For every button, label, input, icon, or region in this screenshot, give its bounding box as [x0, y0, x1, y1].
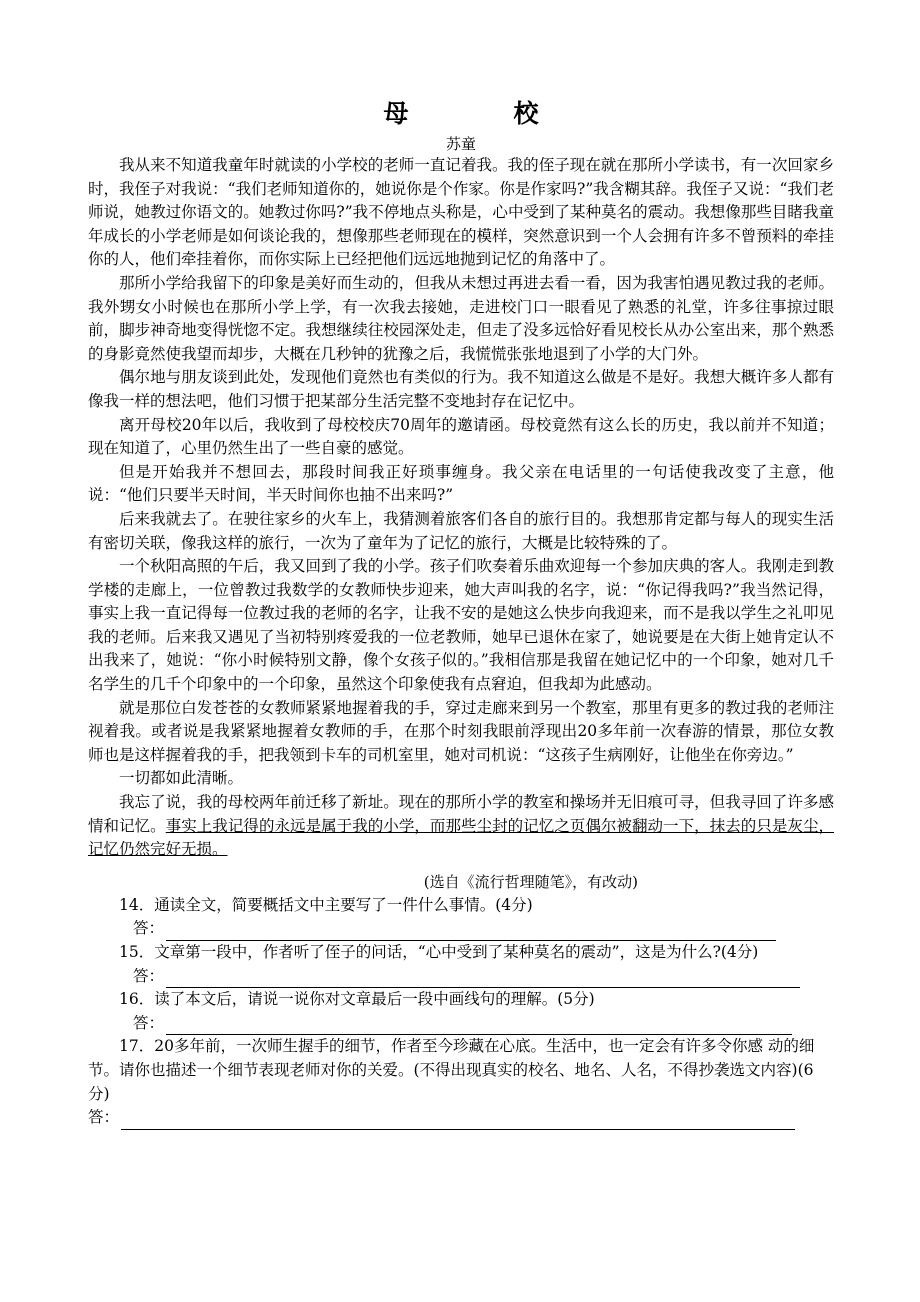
paragraph: 那所小学给我留下的印象是美好而生动的，但我从未想过再进去看一看，因为我害怕遇见教过我的老师。我外甥女小时候也在那所小学上学，有一次我去接她，走进校门口一眼看见了熟悉的礼堂，许多往事掠过眼前，脚步神奇地变得恍惚不定。我想继续往校园深处走，但走了没多远恰好看见校长从办公室出来，那个熟悉的身影竟然使我望而却步，大概在几秒钟的犹豫之后，我慌慌张张地退到了小学的大门外。 — [88, 273, 834, 363]
answer-15 — [88, 965, 834, 989]
paragraph: 离开母校20年以后，我收到了母校校庆70周年的邀请函。母校竟然有这么长的历史，我以前并不知道；现在知道了，心里仍然生出了一些自豪的感觉。 — [88, 415, 834, 458]
article-author: 苏童 — [445, 135, 476, 153]
questions-section — [88, 894, 834, 1130]
article-body — [88, 154, 834, 862]
answer-line-17[interactable] — [121, 1113, 795, 1130]
answer-label: 答： — [133, 966, 165, 985]
answer-14 — [88, 917, 834, 941]
answer-label: 答： — [133, 1013, 165, 1032]
answer-17 — [88, 1106, 834, 1130]
question-14: 14．通读全文，简要概括文中主要写了一件什么事情。(4分) — [119, 895, 533, 914]
question-16: 16．读了本文后，请说一说你对文章最后一段中画线句的理解。(5分) — [119, 990, 595, 1009]
source-note: (选自《流行哲理随笔》，有改动) — [423, 872, 638, 891]
question-15: 15．文章第一段中，作者听了侄子的问话，“心中受到了某种莫名的震动”，这是为什么?(4分) — [119, 943, 759, 961]
paragraph: 就是那位白发苍苍的女教师紧紧地握着我的手，穿过走廊来到另一个教室，那里有更多的教过我的老师注视着我。或者说是我紧紧地握着女教师的手，在那个时刻我眼前浮现出20多年前一次春游的情景，那位女教师也是这样握着我的手，把我领到卡车的司机室里，她对司机说：“这孩子生病刚好，让他坐在你旁边。” — [88, 698, 834, 764]
underlined-sentence: 事实上我记得的永远是属于我的小学，而那些尘封的记忆之页偶尔被翻动一下，抹去的只是灰尘，记忆仍然完好无损。 — [88, 816, 834, 859]
paragraph: 我从来不知道我童年时就读的小学校的老师一直记着我。我的侄子现在就在那所小学读书，有一次回家乡时，我侄子对我说：“我们老师知道你的，她说你是个作家。你是作家吗?”我含糊其辞。我侄子又说：“我们老师说，她教过你语文的。她教过你吗?”我不停地点头称是，心中受到了某种莫名的震动。我想像那些目睹我童年成长的小学老师是如何谈论我的，想像那些老师现在的模样，突然意识到一个人会拥有许多不曾预料的牵挂你的人，他们牵挂着你，而你实际上已经把他们远远地抛到记忆的角落中了。 — [88, 156, 834, 269]
document-page — [88, 96, 834, 1130]
answer-16 — [88, 1012, 834, 1036]
paragraph: 但是开始我并不想回去，那段时间我正好琐事缠身。我父亲在电话里的一句话使我改变了主意，他说：“他们只要半天时间，半天时间你也抽不出来吗?” — [88, 462, 834, 505]
paragraph: 一切都如此清晰。 — [119, 769, 244, 788]
paragraph: 后来我就去了。在驶往家乡的火车上，我猜测着旅客们各自的旅行目的。我想那肯定都与每人的现实生活有密切关联，像我这样的旅行，一次为了童年为了记忆的旅行，大概是比较特殊的了。 — [88, 509, 834, 552]
article-title: 母 校 — [383, 99, 579, 128]
question-17: 17．20多年前，一次师生握手的细节，作者至今珍藏在心底。生活中，也一定会有许多令你感 动的细节。请你也描述一个细节表现老师对你的关爱。(不得出现真实的校名、地名、人名，不得抄袭选文内容)(6分) — [88, 1037, 815, 1103]
last-paragraph-text: 我忘了说，我的母校两年前迁移了新址。现在的那所小学的教室和操场并无旧痕可寻，但我寻回了许多感情和记忆。 — [88, 793, 834, 835]
paragraph: 偶尔地与朋友谈到此处，发现他们竟然也有类似的行为。我不知道这么做是不是好。我想大概许多人都有像我一样的想法吧，他们习惯于把某部分生活完整不变地封存在记忆中。 — [88, 368, 834, 410]
answer-line-15[interactable] — [166, 971, 800, 988]
answer-line-14[interactable] — [166, 924, 776, 941]
last-paragraph — [88, 791, 834, 862]
answer-label: 答： — [133, 919, 165, 938]
paragraph: 一个秋阳高照的午后，我又回到了我的小学。孩子们吹奏着乐曲欢迎每一个参加庆典的客人。我刚走到教学楼的走廊上，一位曾教过我数学的女教师快步迎来，她大声叫我的名字，说：“你记得我吗?”我当然记得，事实上我一直记得每一位教过我的老师的名字，让我不安的是她这么快步向我迎来，而不是我以学生之礼叩见我的老师。后来我又遇见了当初特别疼爱我的一位老教师，她早已退休在家了，她说要是在大街上她肯定认不出我来了，她说：“你小时候特别文静，像个女孩子似的。”我相信那是我留在她记忆中的一个印象，她对几千名学生的几千个印象中的一个印象，虽然这个印象使我有点窘迫，但我却为此感动。 — [88, 557, 834, 694]
answer-label: 答： — [88, 1108, 120, 1127]
answer-line-16[interactable] — [166, 1018, 792, 1035]
